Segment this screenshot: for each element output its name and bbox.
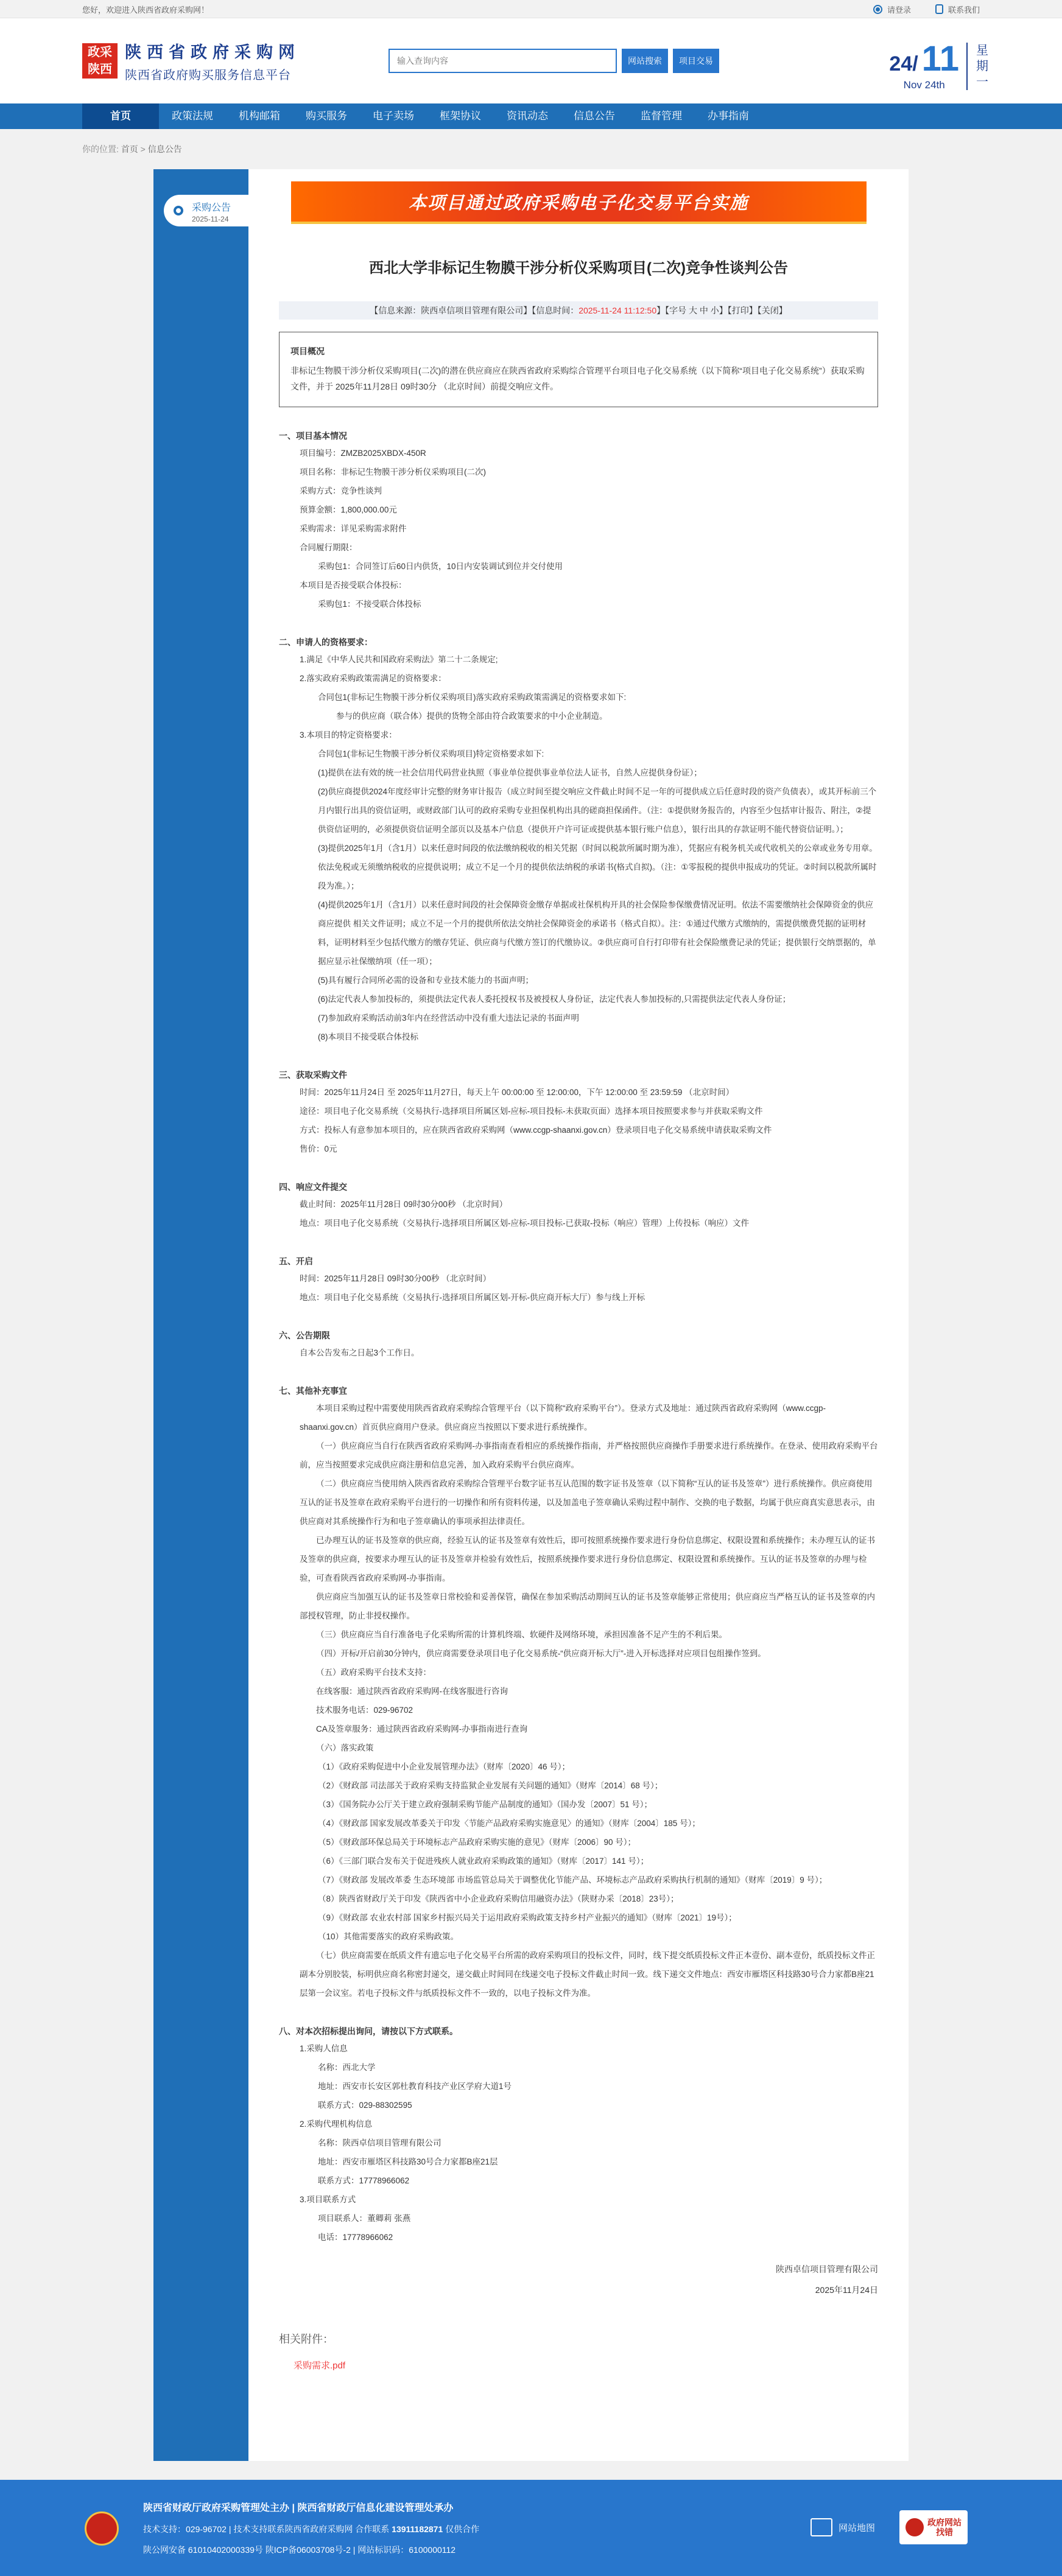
paragraph: 合同履行期限： (300, 543, 357, 552)
policy-item: （6）《三部门联合发布关于促进残疾人就业政府采购政策的通知》（财库〔2017〕141 号）； (318, 1857, 649, 1866)
contact-item: 名称：陕西卓信项目管理有限公司 (318, 2138, 441, 2147)
logo-line1: 政采 (88, 46, 112, 59)
paragraph: 3.项目联系方式 (300, 2195, 356, 2204)
policy-item: （3）《国务院办公厅关于建立政府强制采购节能产品制度的通知》（国办发〔2007〕51 号）； (318, 1800, 653, 1809)
site-subtitle: 陕西省政府购买服务信息平台 (125, 69, 291, 82)
logo-line2: 陕西 (88, 63, 112, 76)
nav-home[interactable]: 首页 (82, 103, 159, 129)
paragraph: (1)提供在法有效的统一社会信用代码营业执照（事业单位提供事业单位法人证书，自然人应提供身份证）； (318, 768, 702, 777)
user-icon (873, 5, 882, 14)
paragraph: （六）落实政策 (316, 1743, 374, 1752)
phone-icon (935, 4, 943, 14)
nav-news[interactable]: 资讯动态 (507, 110, 548, 122)
platform-banner: 本项目通过政府采购电子化交易平台实施 (291, 181, 867, 224)
paragraph: 项目编号：ZMZB2025XBDX-450R (300, 449, 426, 458)
badge-line1: 政府网站 (927, 2518, 962, 2527)
paragraph: (5)具有履行合同所必需的设备和专业技术能力的书面声明； (318, 976, 533, 985)
main-nav (0, 103, 1062, 129)
search-bar (389, 49, 719, 73)
section-heading: 五、开启 (279, 1256, 313, 1266)
paragraph: （七）供应商需要在纸质文件有遗忘电子化交易平台所需的政府采购项目的投标文件，同时，线下提交纸质投标文件正本壹份、副本壹份，纸质投标文件正副本分别胶装，标明供应商名称密封递交，递交截止时间同在线递交电子投标文件截止时间一致。线下递交文件地点：西安市雁塔区科技路30号合力家都B座21层第一会议室。若电子投标文件与纸质投标文件不一致的，以电子投标文件为准。 (300, 1951, 875, 1998)
paragraph: 采购包1：合同签订后60日内供货，10日内安装调试到位并交付使用 (318, 562, 563, 571)
site-header (0, 18, 1062, 103)
paragraph: 本项目采购过程中需要使用陕西省政府采购综合管理平台（以下简称“政府采购平台”）。登录方式及地址：通过陕西省政府采购网（www.ccgp-shaanxi.gov.cn）首页供应商用户登录。供应商应当按照以下要求进行系统操作。 (300, 1404, 826, 1432)
nav-e-mall[interactable]: 电子卖场 (373, 110, 414, 122)
paragraph: (8)本项目不接受联合体投标 (318, 1032, 418, 1041)
section-heading: 二、申请人的资格要求： (279, 637, 373, 647)
nav-framework[interactable]: 框架协议 (440, 110, 481, 122)
contact-item: 联系方式：17778966062 (318, 2176, 410, 2185)
sitemap-label: 网站地图 (838, 2522, 875, 2533)
paragraph: （二）供应商应当使用纳入陕西省政府采购综合管理平台数字证书互认范围的数字证书及签章（以下简称“互认的证书及签章”）进行系统操作。供应商使用互认的证书及签章在政府采购平台进行的一切操作和所有资料传递，以及加盖电子签章确认采购过程中制作、交换的电子数据，均属于供应商真实意思表示，由供应商对其系统操作行为和电子签章确认的事项承担法律责任。 (300, 1479, 875, 1526)
breadcrumb-current[interactable]: 信息公告 (147, 144, 182, 154)
paragraph: 地点：项目电子化交易系统（交易执行-选择项目所属区划-应标-项目投标-已获取-投标（响应）管理）上传投标（响应）文件 (300, 1219, 749, 1228)
nav-supervision[interactable]: 监督管理 (641, 110, 682, 122)
attachments-label: 相关附件： (279, 2333, 334, 2345)
policy-item: （7）《财政部 发展改革委 生态环境部 市场监管总局关于调整优化节能产品、环境标志产品政府采购执行机制的通知》（财库〔2019〕9 号）； (318, 1875, 828, 1885)
paragraph: 技术服务电话：029-96702 (316, 1706, 413, 1715)
badge-line2: 找错 (936, 2527, 953, 2537)
breadcrumb-label: 你的位置: (82, 144, 119, 154)
paragraph: 2.落实政府采购政策需满足的资格要求： (300, 674, 446, 683)
paragraph: 参与的供应商（联合体）提供的货物全部由符合政策要求的中小企业制造。 (336, 712, 608, 721)
emblem-icon (85, 2511, 119, 2546)
search-input[interactable] (389, 49, 617, 73)
sidebar-tab-date: 2025-11-24 (192, 215, 229, 223)
site-title: 陕西省政府采购网 (125, 43, 300, 61)
paragraph: (2)供应商提供2024年度经审计完整的财务审计报告（成立时间至提交响应文件截止时间不足一年的可提供成立后任意时段的资产负债表），或其开标前三个月内银行出具的资信证明，或财政部门认可的政府采购专业担保机构出具的磋商担保函件。（注：①提供财务报告的，内容至少包括审计报告、附注，②提供资信证明的，必须提供资信证明全部页以及基本户信息（提供开户许可证或提供基本银行账户信息），银行出具的存款证明不能代替资信证明。）； (318, 787, 877, 834)
nav-guide[interactable]: 办事指南 (708, 110, 749, 122)
paragraph: 采购需求：详见采购需求附件 (300, 524, 407, 533)
seal-icon (906, 2518, 924, 2536)
meta-time: 2025-11-24 11:12:50 (578, 306, 657, 315)
section-heading: 四、响应文件提交 (279, 1182, 347, 1192)
paragraph: 供应商应当加强互认的证书及签章日常校验和妥善保管，确保在参加采购活动期间互认的证书及签章能够正常使用；供应商应当严格互认的证书及签章的内部授权管理，防止非授权操作。 (300, 1592, 875, 1620)
paragraph: （四）开标/开启前30分钟内，供应商需要登录项目电子化交易系统-“供应商开标大厅”-进入开标选择对应项目包组操作签到。 (316, 1649, 766, 1658)
top-bar (0, 0, 1062, 18)
paragraph: 1.采购人信息 (300, 2044, 348, 2053)
signature-org: 陕西卓信项目管理有限公司 (776, 2264, 878, 2274)
paragraph: (3)提供2025年1月（含1月）以来任意时间段的依法缴纳税收的相关凭据（时间以税款所属时期为准），凭据应有税务机关或代收机关的公章或业务专用章。依法免税或无须缴纳税收的应提供说明；成立不足一个月的提供依法纳税的承诺书(格式自拟)。（注：①零报税的提供申报成功的凭证。②时间以税款所属时段为准。）； (318, 844, 877, 891)
paragraph: 售价：0元 (300, 1144, 337, 1153)
site-title-block (125, 39, 300, 83)
sitemap-link[interactable] (811, 2518, 875, 2536)
footer-support (143, 2519, 479, 2539)
policy-item: （2）《财政部 司法部关于政府采购支持监狱企业发展有关问题的通知》（财库〔2014〕68 号）； (318, 1781, 663, 1790)
login-link[interactable] (873, 4, 911, 15)
section-heading: 七、其他补充事宜 (279, 1386, 347, 1396)
nav-mailbox[interactable]: 机构邮箱 (239, 110, 280, 122)
sidebar (153, 169, 248, 2461)
policy-item: （5）《财政部环保总局关于环境标志产品政府采购实施的意见》（财库〔2006〕90 号）； (318, 1838, 636, 1847)
paragraph: （一）供应商应当自行在陕西省政府采购网-办事指南查看相应的系统操作指南，并严格按照供应商操作手册要求进行系统操作。在登录、使用政府采购平台前，应当按照要求完成供应商注册和信息完善，加入政府采购平台供应商库。 (300, 1441, 878, 1469)
summary-heading: 项目概况 (290, 346, 325, 356)
policy-item: （4）《财政部 国家发展改革委关于印发〈节能产品政府采购实施意见〉的通知》（财库〔2004〕185 号）； (318, 1819, 700, 1828)
paragraph: 方式：投标人有意参加本项目的，应在陕西省政府采购网（www.ccgp-shaanxi.gov.cn）登录项目电子化交易系统申请获取采购文件 (300, 1125, 772, 1135)
summary-body: 非标记生物膜干涉分析仪采购项目(二次)的潜在供应商应在陕西省政府采购综合管理平台项目电子化交易系统（以下简称“项目电子化交易系统”）获取采购文件，并于 2025年11月28日 09时30分 （北京时间）前提交响应文件。 (290, 366, 865, 391)
footer-phone: 13911182871 (392, 2524, 443, 2534)
contact-item: 名称：西北大学 (318, 2063, 376, 2072)
paragraph: 自本公告发布之日起3个工作日。 (300, 1348, 420, 1357)
paragraph: 采购包1：不接受联合体投标 (318, 600, 421, 609)
paragraph: 已办理互认的证书及签章的供应商，经验互认的证书及签章有效性后，即可按照系统操作要求进行身份信息绑定、权限设置和系统操作；未办理互认的证书及签章的供应商，按要求办理互认的证书及签章并检验有效性后，按照系统操作要求进行身份信息绑定、权限设置和系统操作。互认的证书及签章的办理与检验，可查看陕西省政府采购网-办事指南。 (300, 1536, 875, 1583)
main-panel (153, 169, 909, 2461)
circle-icon (174, 206, 183, 215)
sidebar-tab-label: 采购公告 (192, 203, 231, 213)
section-heading: 六、公告期限 (279, 1331, 330, 1340)
paragraph: 合同包1(非标记生物膜干涉分析仪采购项目)特定资格要求如下: (318, 749, 544, 758)
paragraph: 时间：2025年11月28日 09时30分00秒 （北京时间） (300, 1274, 491, 1283)
paragraph: 1.满足《中华人民共和国政府采购法》第二十二条规定; (300, 655, 498, 664)
site-footer (0, 2480, 1062, 2576)
section-heading: 三、获取采购文件 (279, 1070, 347, 1080)
paragraph: 3.本项目的特定资格要求： (300, 730, 397, 740)
date-month: 24/ (889, 52, 918, 75)
welcome-text: 您好，欢迎进入陕西省政府采购网！ (82, 5, 209, 15)
paragraph: 地点：项目电子化交易系统（交易执行-选择项目所属区划-开标-供应商开标大厅）参与线上开标 (300, 1293, 645, 1302)
paragraph: 预算金额：1,800,000.00元 (300, 505, 397, 514)
map-icon (811, 2518, 832, 2536)
policy-item: （9）《财政部 农业农村部 国家乡村振兴局关于运用政府采购政策支持乡村产业振兴的通知》（财库〔2021〕19号）； (318, 1913, 737, 1922)
paragraph: 本项目是否接受联合体投标： (300, 581, 407, 590)
paragraph: 在线客服：通过陕西省政府采购网-在线客服进行咨询 (316, 1687, 508, 1696)
breadcrumb-sep: > (138, 144, 148, 154)
footer-support-note: 仅供合作 (445, 2524, 480, 2534)
article-content (248, 169, 909, 2461)
paragraph: （五）政府采购平台技术支持： (316, 1668, 431, 1677)
paragraph: 项目名称：非标记生物膜干涉分析仪采购项目(二次) (300, 467, 486, 477)
meta-tools[interactable]: 】【字号 大 中 小】【打印】【关闭】 (656, 306, 787, 315)
nav-notices[interactable]: 信息公告 (574, 110, 615, 122)
breadcrumb (82, 129, 980, 169)
footer-icp: 陕公网安备 61010402000339号 陕ICP备06003708号-2 | 网站标识码：6100000112 (143, 2545, 456, 2555)
article-title: 西北大学非标记生物膜干涉分析仪采购项目(二次)竞争性谈判公告 (369, 260, 788, 276)
weekday: 星期一 (966, 43, 980, 90)
paragraph: 合同包1(非标记生物膜干涉分析仪采购项目)落实政府采购政策需满足的资格要求如下: (318, 693, 627, 702)
contact-link[interactable] (935, 4, 980, 15)
footer-support-text: 技术支持：029-96702 | 技术支持联系陕西省政府采购网 合作联系 (143, 2524, 390, 2534)
paragraph: CA及签章服务：通过陕西省政府采购网-办事指南进行查询 (316, 1724, 528, 1734)
paragraph: （三）供应商应当自行准备电子化采购所需的计算机终端、软硬件及网络环境，承担因准备不足产生的不利后果。 (316, 1630, 727, 1639)
signature-date: 2025年11月24日 (815, 2285, 878, 2295)
section-heading: 一、项目基本情况 (279, 431, 347, 441)
paragraph: 截止时间：2025年11月28日 09时30分00秒 （北京时间） (300, 1200, 508, 1209)
project-summary-box (279, 332, 878, 407)
article-meta (279, 301, 878, 320)
contact-item: 地址：西安市长安区郭杜教育科技产业区学府大道1号 (318, 2082, 512, 2091)
footer-organizer: 陕西省财政厅政府采购管理处主办 | 陕西省财政厅信息化建设管理处承办 (143, 2503, 454, 2513)
paragraph: (7)参加政府采购活动前3年内在经营活动中没有重大违法记录的书面声明 (318, 1013, 580, 1023)
date-day: 11 (921, 39, 959, 79)
paragraph: 采购方式：竞争性谈判 (300, 486, 382, 495)
paragraph: 途径：项目电子化交易系统（交易执行-选择项目所属区划-应标-项目投标-未获取页面）选择本项目按照要求参与并获取采购文件 (300, 1107, 763, 1116)
gov-site-error-badge[interactable] (899, 2510, 968, 2544)
contact-item: 联系方式：029-88302595 (318, 2101, 412, 2110)
contact-label: 联系我们 (948, 5, 980, 15)
contact-item: 地址：西安市雁塔区科技路30号合力家都B座21层 (318, 2157, 498, 2166)
nav-policy[interactable]: 政策法规 (172, 110, 213, 122)
sidebar-tab-notice[interactable] (164, 195, 249, 226)
paragraph: 2.采购代理机构信息 (300, 2119, 373, 2129)
contact-item: 电话：17778966062 (318, 2233, 393, 2242)
paragraph: 时间：2025年11月24日 至 2025年11月27日，每天上午 00:00:00 至 12:00:00，下午 12:00:00 至 23:59:59 （北京时间） (300, 1088, 734, 1097)
paragraph: (6)法定代表人参加投标的，须提供法定代表人委托授权书及被授权人身份证，法定代表人参加投标的,只需提供法定代表人身份证； (318, 995, 791, 1004)
login-label: 请登录 (887, 5, 911, 15)
site-logo[interactable] (82, 43, 118, 79)
paragraph: (4)提供2025年1月（含1月）以来任意时间段的社会保障资金缴存单据或社保机构开具的社会保险参保缴费情况证明。依法不需要缴纳社会保障资金的供应商应提供 相关文件证明；成立不足一个月的提供所依法交纳社会保障资金的承诺书（格式自拟）。注：①通过代缴方式缴纳的，需提供缴费凭据的证明材料，证明材料至少包括代缴方的缴存凭证、供应商与代缴方签订的代缴协议。②供应商可自行打印带有社会保险缴费记录的凭证；提供银行交纳票据的，单据应显示社保缴纳项（任一项）； (318, 900, 876, 966)
policy-item: （1）《政府采购促进中小企业发展管理办法》（财库〔2020〕46 号）； (318, 1762, 571, 1771)
policy-item: （10）其他需要落实的政府采购政策。 (318, 1932, 459, 1941)
date-en: Nov 24th (903, 79, 945, 91)
policy-item: （8）陕西省财政厅关于印发《陕西省中小企业政府采购信用融资办法》（陕财办采〔2018〕23号）； (318, 1894, 679, 1903)
attachment-link[interactable]: 采购需求.pdf (294, 2361, 346, 2371)
date-display (889, 39, 988, 91)
section-heading: 八、对本次招标提出询问，请按以下方式联系。 (279, 2026, 458, 2036)
project-trade-button[interactable]: 项目交易 (673, 49, 719, 73)
breadcrumb-home[interactable]: 首页 (121, 144, 138, 154)
meta-source: 【信息来源：陕西卓信项目管理有限公司】【信息时间： (370, 306, 579, 315)
site-search-button[interactable]: 网站搜索 (622, 49, 668, 73)
signature-block (279, 2259, 878, 2300)
contact-item: 项目联系人：董卿莉 张燕 (318, 2214, 411, 2223)
nav-purchase-service[interactable]: 购买服务 (306, 110, 347, 122)
